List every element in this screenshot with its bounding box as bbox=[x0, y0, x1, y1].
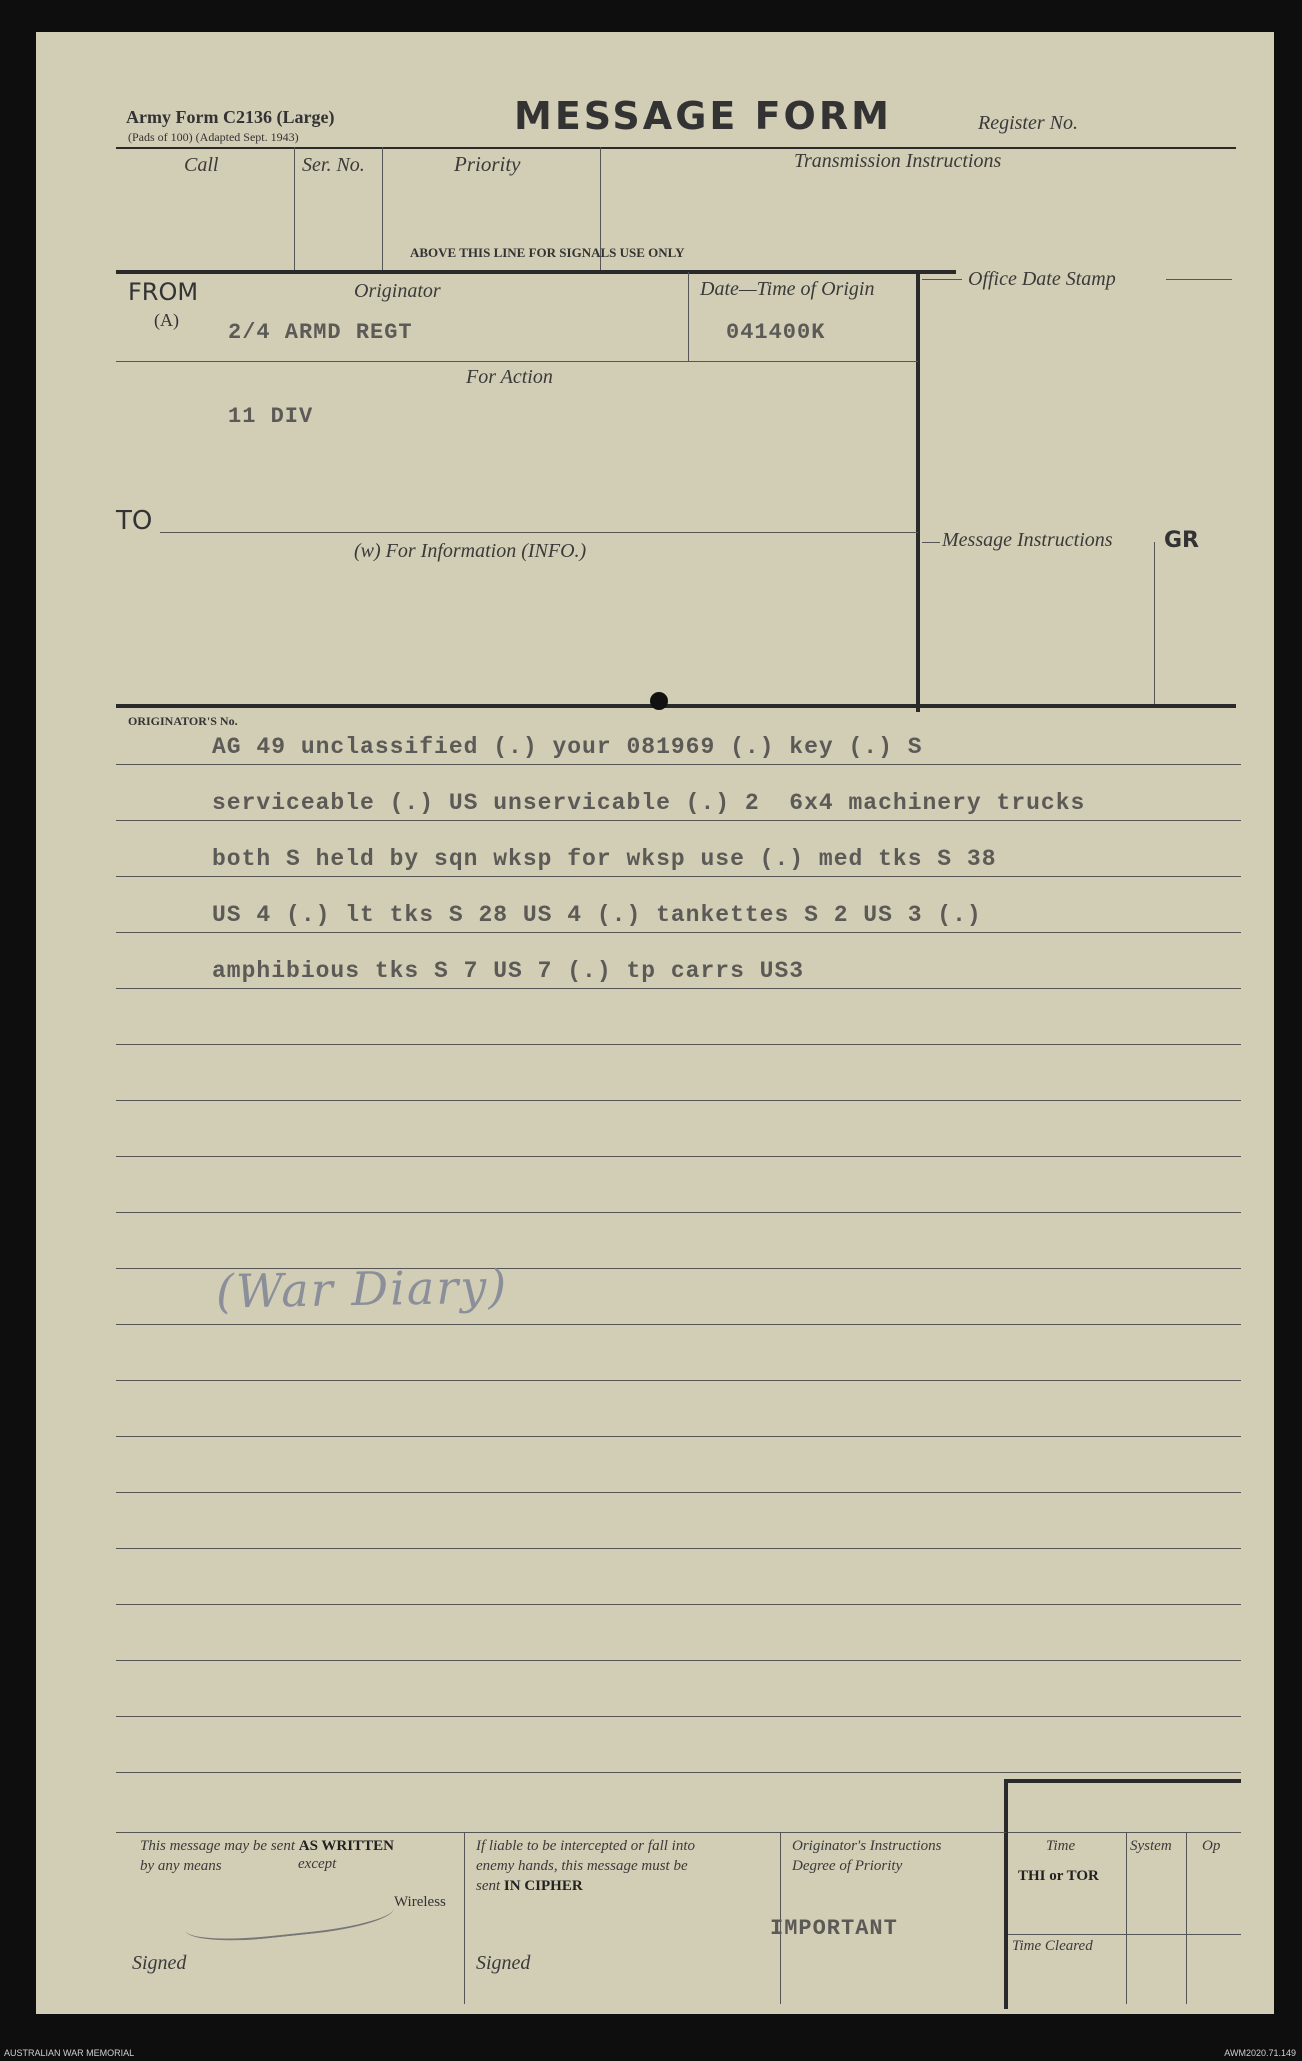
signed-label-1: Signed bbox=[132, 1952, 187, 1974]
ruled-line bbox=[116, 932, 1241, 933]
bottom-divider-1 bbox=[464, 1832, 465, 2004]
office-stamp-right-dash bbox=[1166, 279, 1232, 280]
msg-instructions-left-dash bbox=[922, 542, 940, 543]
from-a-label: (A) bbox=[154, 310, 179, 330]
signals-divider-1 bbox=[294, 147, 295, 273]
signals-divider-2 bbox=[382, 147, 383, 273]
originator-value: 2/4 ARMD REGT bbox=[228, 320, 413, 345]
register-no-label: Register No. bbox=[978, 112, 1078, 134]
signals-use-note: ABOVE THIS LINE FOR SIGNALS USE ONLY bbox=[410, 245, 685, 260]
from-right-border bbox=[916, 270, 920, 712]
call-label: Call bbox=[184, 154, 219, 176]
ruled-line bbox=[116, 1100, 1241, 1101]
op-divider bbox=[1186, 1832, 1187, 2004]
ruled-line bbox=[116, 1156, 1241, 1157]
degree-of-priority-label: Degree of Priority bbox=[792, 1858, 903, 1874]
to-bottom-rule bbox=[116, 704, 1236, 708]
punch-hole bbox=[650, 692, 668, 710]
transmission-label: Transmission Instructions bbox=[794, 150, 1002, 172]
page-title: MESSAGE FORM bbox=[514, 94, 892, 138]
ruled-line bbox=[116, 1044, 1241, 1045]
ruled-line bbox=[116, 1324, 1241, 1325]
gr-divider bbox=[1154, 542, 1155, 708]
message-instructions-label: Message Instructions bbox=[942, 529, 1113, 551]
ruled-line bbox=[116, 1660, 1241, 1661]
cipher-line-1: If liable to be intercepted or fall into bbox=[476, 1838, 695, 1854]
ruled-line bbox=[116, 988, 1241, 989]
message-line: serviceable (.) US unservicable (.) 2 6x4 machinery trucks bbox=[212, 790, 1086, 816]
priority-value: IMPORTANT bbox=[770, 1916, 898, 1941]
to-rule bbox=[160, 532, 918, 533]
originators-no-label: ORIGINATOR'S No. bbox=[128, 714, 238, 728]
bottom-box-top-rule bbox=[1008, 1832, 1241, 1833]
office-stamp-left-dash bbox=[922, 279, 962, 280]
sent-line-b: AS WRITTEN bbox=[298, 1838, 394, 1854]
for-information-label: (w) For Information (INFO.) bbox=[354, 540, 587, 562]
message-line: US 4 (.) lt tks S 28 US 4 (.) tankettes S 2 US 3 (.) bbox=[212, 902, 982, 928]
time-cleared-label: Time Cleared bbox=[1012, 1938, 1093, 1954]
cipher-sent: sent bbox=[476, 1878, 504, 1894]
ruled-line bbox=[116, 1716, 1241, 1717]
sent-as-written-text bbox=[140, 1838, 394, 1855]
dto-divider bbox=[688, 272, 689, 362]
ruled-line bbox=[116, 1604, 1241, 1605]
cipher-bold: IN CIPHER bbox=[503, 1878, 583, 1894]
priority-label: Priority bbox=[454, 152, 521, 176]
ruled-line bbox=[116, 764, 1241, 765]
ruled-line bbox=[116, 1772, 1241, 1773]
cipher-line-2: enemy hands, this message must be bbox=[476, 1858, 688, 1874]
bottom-box-left bbox=[1004, 1779, 1008, 2009]
sent-line-a: This message may be sent bbox=[140, 1838, 299, 1854]
op-label: Op bbox=[1202, 1838, 1221, 1854]
bottom-top-rule bbox=[1006, 1779, 1241, 1783]
from-bottom-rule bbox=[116, 361, 918, 362]
from-label: FROM bbox=[128, 278, 199, 306]
ruled-line bbox=[116, 1548, 1241, 1549]
message-line: amphibious tks S 7 US 7 (.) tp carrs US3 bbox=[212, 958, 805, 984]
originator-label: Originator bbox=[354, 280, 441, 302]
from-top-rule bbox=[116, 270, 956, 274]
thi-tor-label: THI or TOR bbox=[1018, 1868, 1099, 1884]
dto-label: Date—Time of Origin bbox=[700, 278, 875, 300]
ruled-line bbox=[116, 1380, 1241, 1381]
gr-label: GR bbox=[1164, 528, 1199, 553]
system-label: System bbox=[1130, 1838, 1172, 1854]
to-label: TO bbox=[116, 506, 153, 536]
originators-instructions-label: Originator's Instructions bbox=[792, 1838, 942, 1854]
message-line: AG 49 unclassified (.) your 081969 (.) key (.) S bbox=[212, 734, 923, 760]
dto-value: 041400K bbox=[726, 320, 826, 345]
by-any-means-text: by any means bbox=[140, 1858, 222, 1874]
ruled-line bbox=[116, 876, 1241, 877]
for-action-label: For Action bbox=[466, 366, 553, 388]
ruled-line bbox=[116, 1212, 1241, 1213]
time-label: Time bbox=[1046, 1838, 1076, 1854]
message-form-paper bbox=[36, 32, 1274, 2014]
ruled-line bbox=[116, 1492, 1241, 1493]
office-date-stamp-label: Office Date Stamp bbox=[968, 268, 1116, 290]
cipher-line-3 bbox=[476, 1878, 583, 1895]
wireless-text: Wireless bbox=[394, 1894, 446, 1910]
footer-left: AUSTRALIAN WAR MEMORIAL bbox=[4, 2048, 135, 2058]
bottom-row-rule bbox=[116, 1832, 1006, 1833]
signed-label-2: Signed bbox=[476, 1952, 531, 1974]
ruled-line bbox=[116, 820, 1241, 821]
for-action-value: 11 DIV bbox=[228, 404, 314, 429]
except-text: except bbox=[298, 1856, 337, 1872]
ruled-line bbox=[116, 1436, 1241, 1437]
system-divider bbox=[1126, 1832, 1127, 2004]
signature-scribble bbox=[182, 1883, 395, 1947]
handwritten-note: (War Diary) bbox=[215, 1259, 509, 1319]
message-line: both S held by sqn wksp for wksp use (.) med tks S 38 bbox=[212, 846, 997, 872]
signals-top-rule bbox=[116, 147, 1236, 149]
form-name: Army Form C2136 (Large) bbox=[126, 107, 335, 127]
footer-right: AWM2020.71.149 bbox=[1224, 2048, 1296, 2058]
form-sub: (Pads of 100) (Adapted Sept. 1943) bbox=[128, 130, 299, 144]
ser-no-label: Ser. No. bbox=[302, 154, 365, 176]
time-cleared-rule bbox=[1008, 1934, 1241, 1935]
